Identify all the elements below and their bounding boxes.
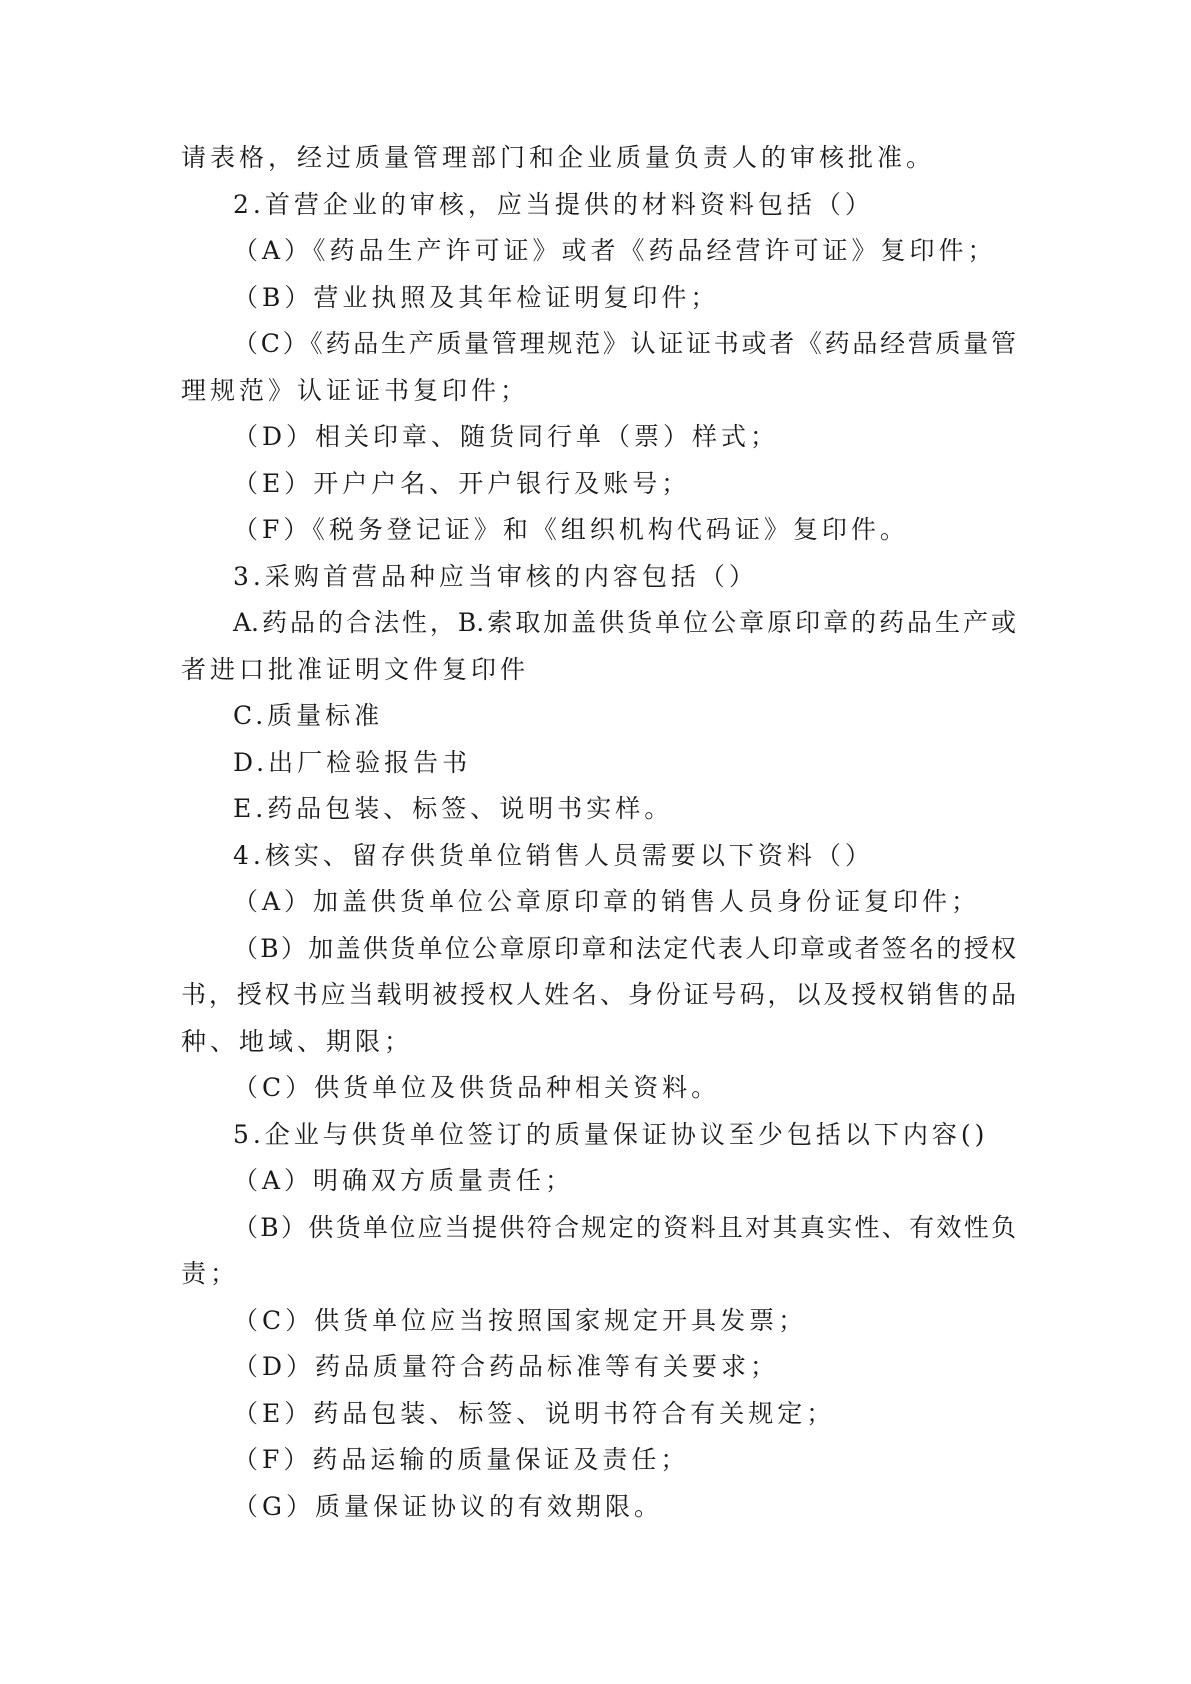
text-line: （F）《税务登记证》和《组织机构代码证》复印件。 xyxy=(233,515,909,544)
document-body xyxy=(181,135,1016,1530)
text-line: （D）药品质量符合药品标准等有关要求； xyxy=(233,1352,780,1381)
text-line: E.药品包装、标签、说明书实样。 xyxy=(233,794,674,823)
text-line: D.出厂检验报告书 xyxy=(233,747,472,777)
text-line: （E）开户户名、开户银行及账号； xyxy=(233,468,691,498)
text-line: 5.企业与供货单位签订的质量保证协议至少包括以下内容() xyxy=(233,1119,989,1149)
text-line: （A）明确双方质量责任； xyxy=(233,1166,575,1195)
text-line: （B）加盖供货单位公章原印章和法定代表人印章或者签名的授权 xyxy=(233,933,1016,963)
text-line: （C）《药品生产质量管理规范》认证证书或者《药品经营质量管 xyxy=(233,329,1016,358)
text-line: 者进口批准证明文件复印件 xyxy=(181,654,530,684)
text-line: （G）质量保证协议的有效期限。 xyxy=(233,1491,663,1521)
text-line: （A）《药品生产许可证》或者《药品经营许可证》复印件； xyxy=(233,236,997,265)
text-line: （B）营业执照及其年检证明复印件； xyxy=(233,282,720,312)
text-line: 理规范》认证证书复印件； xyxy=(181,375,530,405)
text-line: 3.采购首营品种应当审核的内容包括（） xyxy=(233,561,758,591)
text-line: 2.首营企业的审核，应当提供的材料资料包括（） xyxy=(233,189,874,219)
text-line: 4.核实、留存供货单位销售人员需要以下资料（） xyxy=(233,840,874,870)
text-line: （C）供货单位及供货品种相关资料。 xyxy=(233,1073,721,1102)
text-line: 书，授权书应当载明被授权人姓名、身份证号码，以及授权销售的品 xyxy=(181,980,1016,1009)
text-line: A.药品的合法性，B.索取加盖供货单位公章原印章的药品生产或 xyxy=(233,608,1016,637)
text-line: （C）供货单位应当按照国家规定开具发票； xyxy=(233,1305,808,1335)
text-line: 责； xyxy=(181,1259,240,1288)
text-line: 种、地域、期限； xyxy=(181,1026,414,1056)
text-line: （F）药品运输的质量保证及责任； xyxy=(233,1445,690,1474)
text-line: （D）相关印章、随货同行单（票）样式； xyxy=(233,422,780,451)
text-line: （E）药品包装、标签、说明书符合有关规定； xyxy=(233,1398,836,1428)
text-line: 请表格，经过质量管理部门和企业质量负责人的审核批准。 xyxy=(181,143,936,172)
text-line: C.质量标准 xyxy=(233,701,384,730)
text-line: （A）加盖供货单位公章原印章的销售人员身份证复印件； xyxy=(233,887,981,916)
text-line: （B）供货单位应当提供符合规定的资料且对其真实性、有效性负 xyxy=(233,1212,1016,1242)
